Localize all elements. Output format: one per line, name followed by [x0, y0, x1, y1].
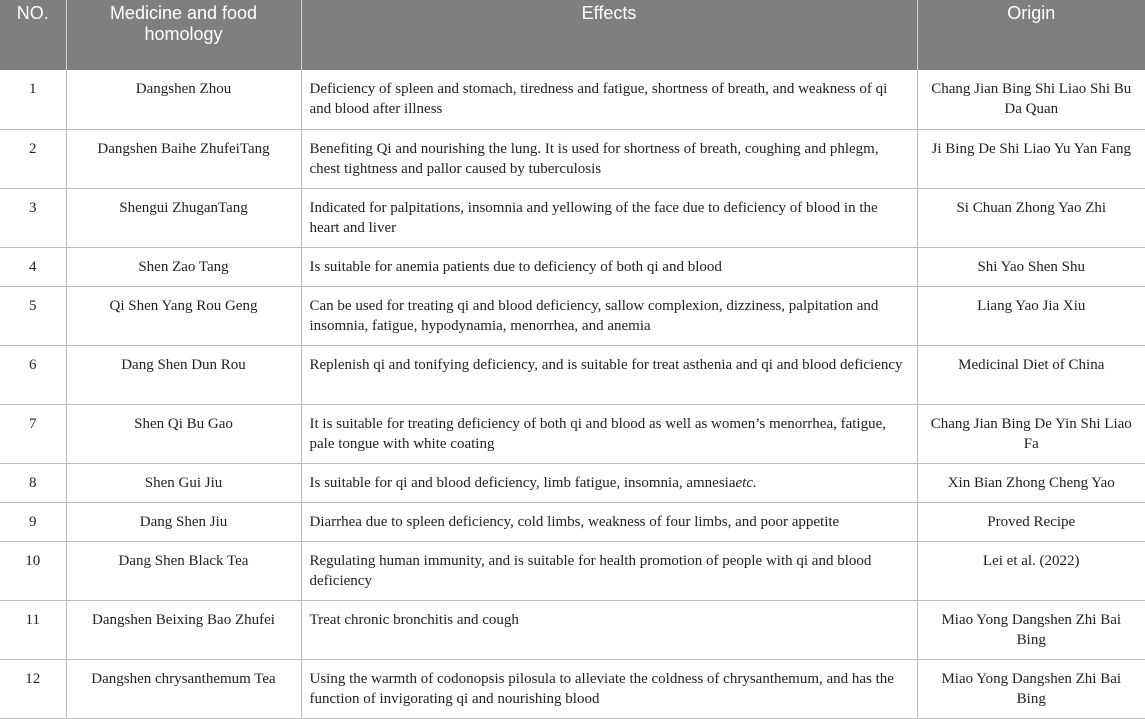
table-row	[0, 600, 1145, 659]
cell-no: 8	[0, 463, 66, 502]
cell-origin: Proved Recipe	[917, 502, 1145, 541]
cell-medicine: Dangshen Beixing Bao Zhufei	[66, 600, 301, 659]
table-row	[0, 70, 1145, 129]
cell-origin: Ji Bing De Shi Liao Yu Yan Fang	[917, 129, 1145, 188]
cell-origin: Chang Jian Bing De Yin Shi Liao Fa	[917, 404, 1145, 463]
table-row	[0, 541, 1145, 600]
cell-effects: It is suitable for treating deficiency of both qi and blood as well as women’s menorrhea, fatigue, pale tongue with white coating	[301, 404, 917, 463]
table-row	[0, 345, 1145, 404]
cell-origin: Miao Yong Dangshen Zhi Bai Bing	[917, 659, 1145, 718]
cell-origin: Liang Yao Jia Xiu	[917, 286, 1145, 345]
cell-no: 4	[0, 247, 66, 286]
cell-no: 3	[0, 188, 66, 247]
cell-origin: Chang Jian Bing Shi Liao Shi Bu Da Quan	[917, 70, 1145, 129]
cell-medicine: Dangshen chrysanthemum Tea	[66, 659, 301, 718]
cell-no: 6	[0, 345, 66, 404]
cell-medicine: Dang Shen Jiu	[66, 502, 301, 541]
header-effects: Effects	[301, 0, 917, 70]
cell-effects-text: Is suitable for qi and blood deficiency, limb fatigue, insomnia, amnesia	[309, 474, 736, 491]
cell-effects: Benefiting Qi and nourishing the lung. It is used for shortness of breath, coughing and phlegm, chest tightness and pallor caused by tuberculosis	[301, 129, 917, 188]
cell-no: 12	[0, 659, 66, 718]
table-row	[0, 463, 1145, 502]
cell-effects: Diarrhea due to spleen deficiency, cold limbs, weakness of four limbs, and poor appetite	[301, 502, 917, 541]
table-row	[0, 659, 1145, 718]
cell-effects: Treat chronic bronchitis and cough	[301, 600, 917, 659]
cell-effects	[301, 463, 917, 502]
cell-effects: Indicated for palpitations, insomnia and yellowing of the face due to deficiency of blood in the heart and liver	[301, 188, 917, 247]
cell-effects: Regulating human immunity, and is suitable for health promotion of people with qi and blood deficiency	[301, 541, 917, 600]
header-origin: Origin	[917, 0, 1145, 70]
cell-no: 9	[0, 502, 66, 541]
cell-medicine: Dangshen Baihe ZhufeiTang	[66, 129, 301, 188]
header-no: NO.	[0, 0, 66, 70]
cell-no: 1	[0, 70, 66, 129]
cell-effects-etc: etc.	[735, 474, 757, 491]
cell-effects: Deficiency of spleen and stomach, tiredness and fatigue, shortness of breath, and weakness of qi and blood after illness	[301, 70, 917, 129]
cell-no: 7	[0, 404, 66, 463]
table-row	[0, 129, 1145, 188]
header-row	[0, 0, 1145, 70]
table-row	[0, 247, 1145, 286]
cell-effects: Is suitable for anemia patients due to deficiency of both qi and blood	[301, 247, 917, 286]
cell-origin: Shi Yao Shen Shu	[917, 247, 1145, 286]
cell-medicine: Dangshen Zhou	[66, 70, 301, 129]
cell-effects: Can be used for treating qi and blood deficiency, sallow complexion, dizziness, palpitation and insomnia, fatigue, hypodynamia, menorrhea, and anemia	[301, 286, 917, 345]
cell-effects: Using the warmth of codonopsis pilosula to alleviate the coldness of chrysanthemum, and has the function of invigorating qi and nourishing blood	[301, 659, 917, 718]
cell-medicine: Dang Shen Dun Rou	[66, 345, 301, 404]
cell-no: 5	[0, 286, 66, 345]
cell-medicine: Qi Shen Yang Rou Geng	[66, 286, 301, 345]
table-row	[0, 188, 1145, 247]
cell-origin: Xin Bian Zhong Cheng Yao	[917, 463, 1145, 502]
cell-origin: Miao Yong Dangshen Zhi Bai Bing	[917, 600, 1145, 659]
cell-medicine: Dang Shen Black Tea	[66, 541, 301, 600]
cell-origin: Si Chuan Zhong Yao Zhi	[917, 188, 1145, 247]
cell-effects: Replenish qi and tonifying deficiency, and is suitable for treat asthenia and qi and blood deficiency	[301, 345, 917, 404]
cell-origin: Lei et al. (2022)	[917, 541, 1145, 600]
table-row	[0, 404, 1145, 463]
cell-medicine: Shen Gui Jiu	[66, 463, 301, 502]
table-row	[0, 502, 1145, 541]
cell-no: 10	[0, 541, 66, 600]
table-row	[0, 286, 1145, 345]
cell-medicine: Shengui ZhuganTang	[66, 188, 301, 247]
cell-origin: Medicinal Diet of China	[917, 345, 1145, 404]
cell-no: 2	[0, 129, 66, 188]
cell-medicine: Shen Zao Tang	[66, 247, 301, 286]
header-medicine: Medicine and food homology	[66, 0, 301, 70]
cell-no: 11	[0, 600, 66, 659]
cell-medicine: Shen Qi Bu Gao	[66, 404, 301, 463]
